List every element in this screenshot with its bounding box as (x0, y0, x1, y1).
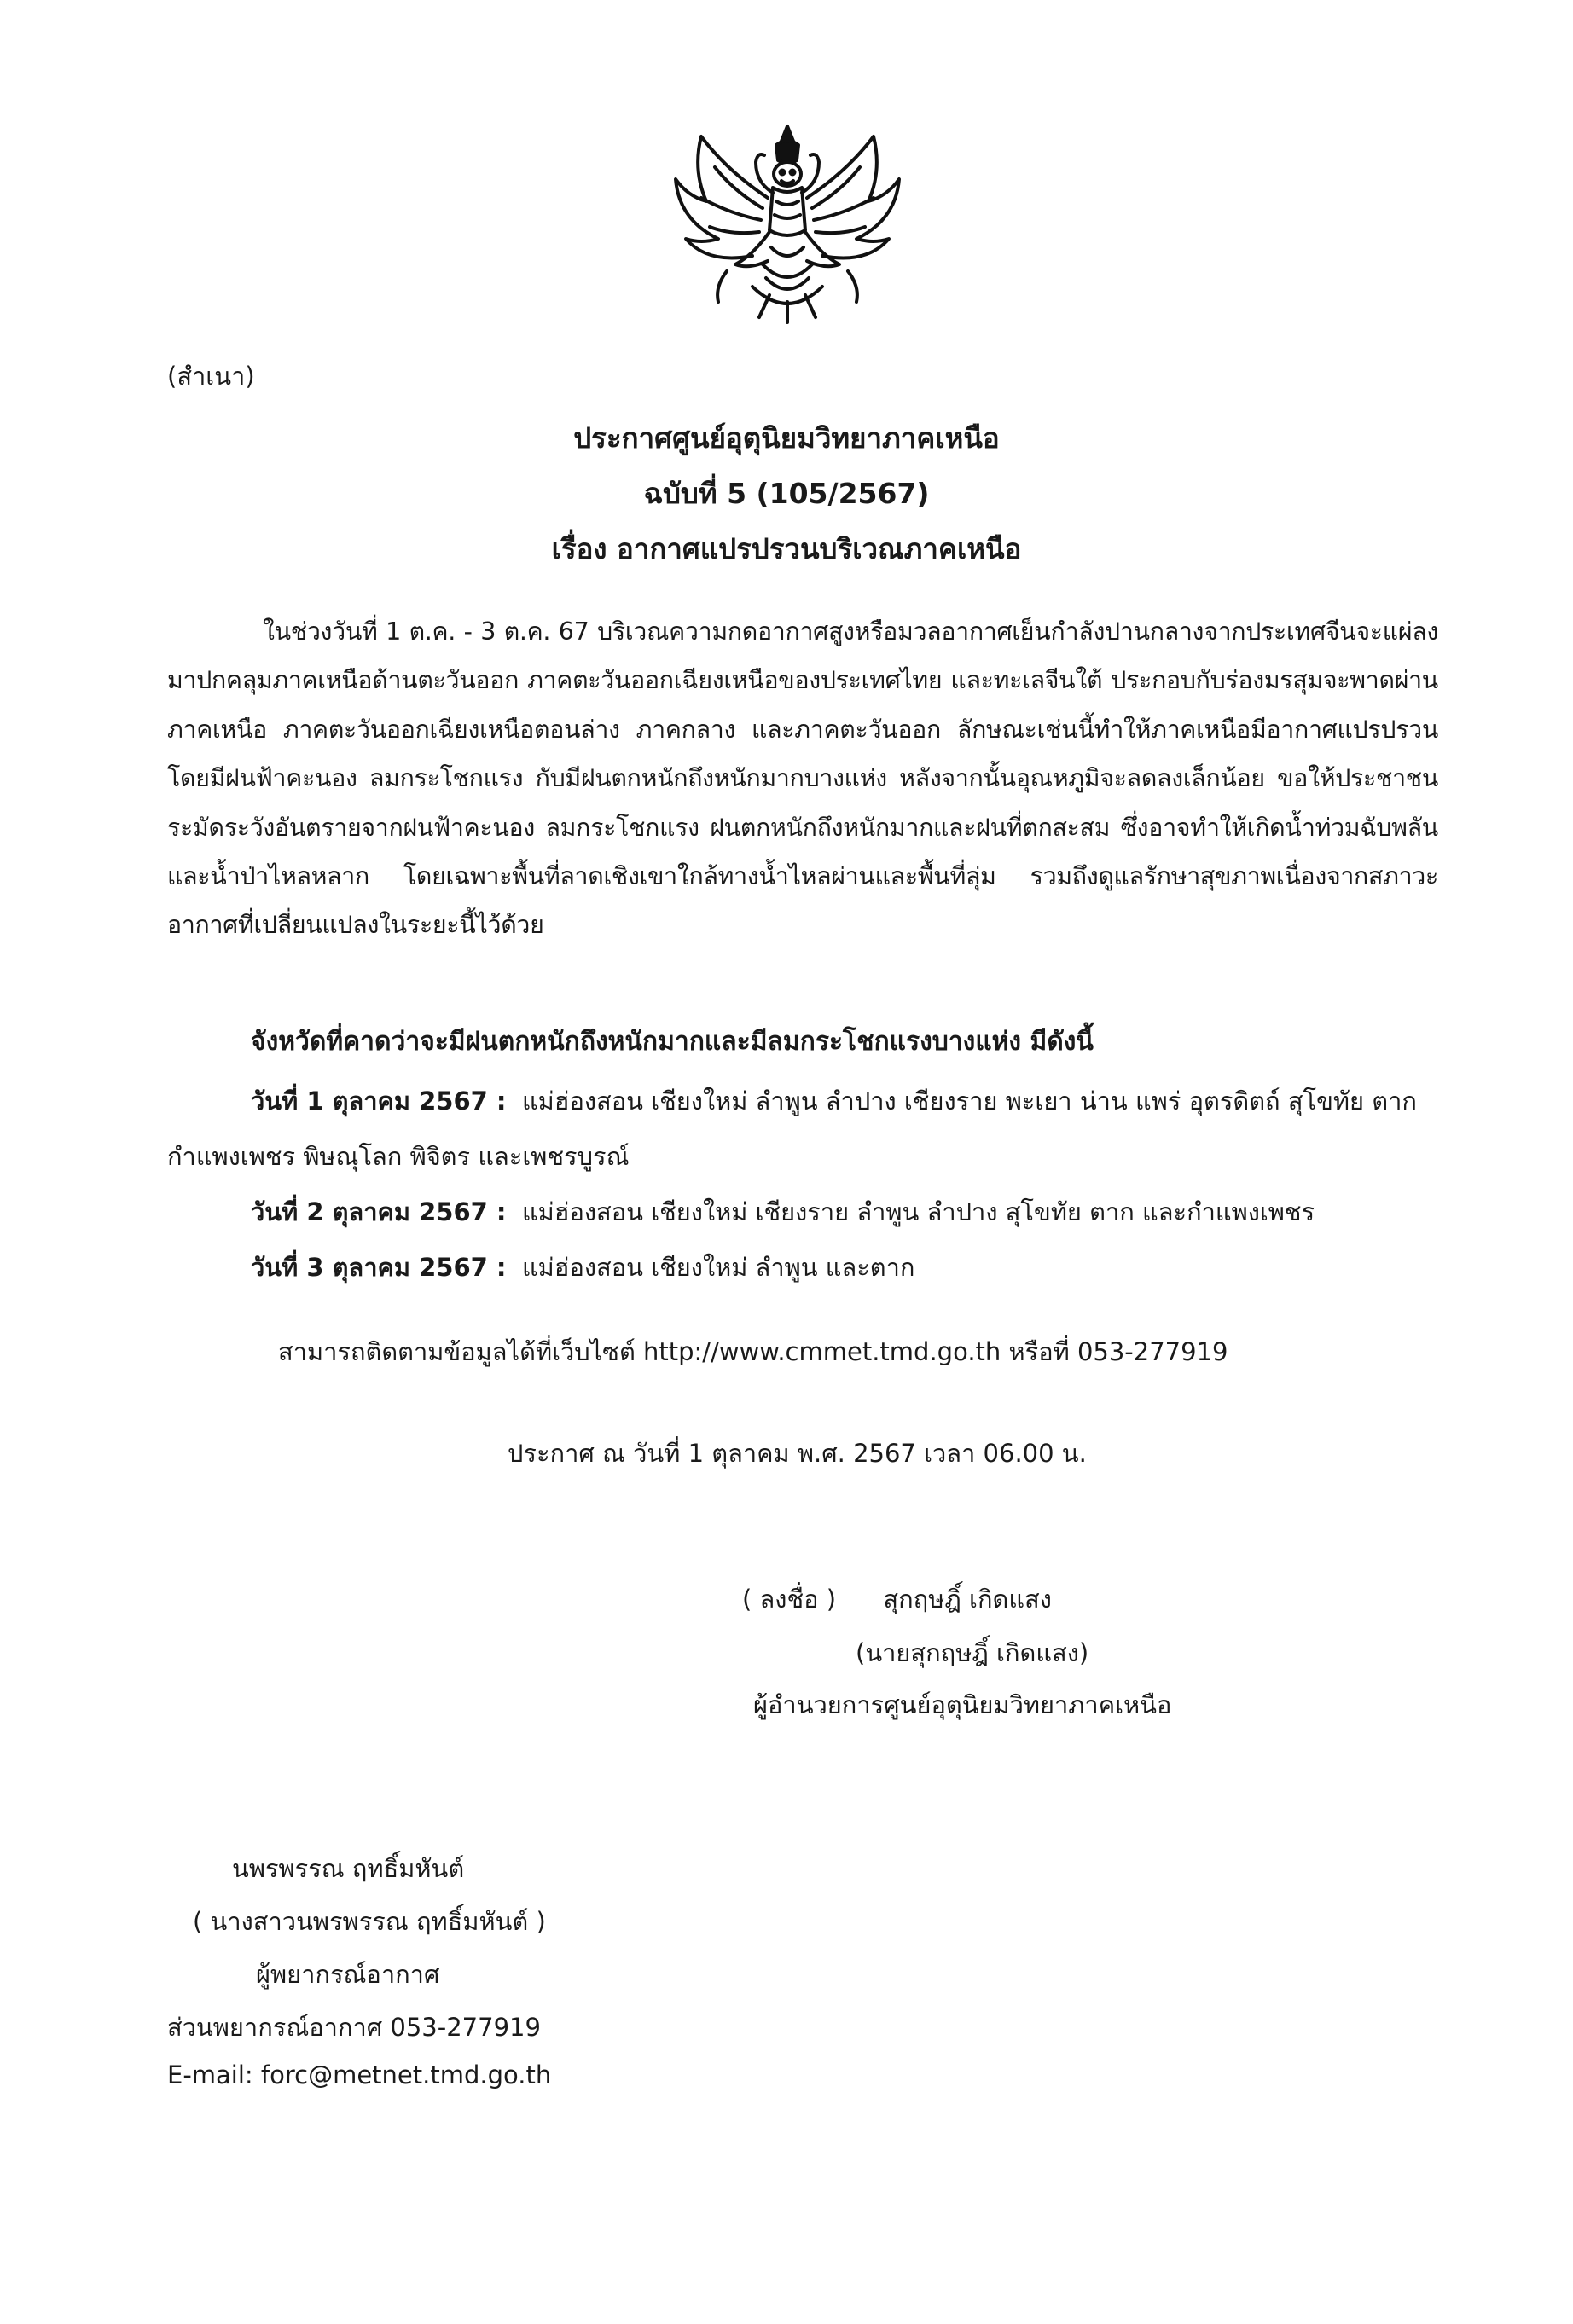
copy-label: (สำเนา) (167, 362, 255, 391)
announcement-title: ประกาศศูนย์อุตุนิยมวิทยาภาคเหนือ (573, 421, 1000, 455)
signed-prefix: ( ลงชื่อ ) (742, 1585, 837, 1614)
day-3-label: วันที่ 3 ตุลาคม 2567 : (251, 1253, 507, 1282)
forecaster-role: ผู้พยากรณ์อากาศ (256, 1960, 440, 1989)
day-1-provinces-continued: กำแพงเพชร พิษณุโลก พิจิตร และเพชรบูรณ์ (167, 1142, 630, 1171)
announcement-number: ฉบับที่ 5 (105/2567) (643, 477, 930, 510)
day-2-label: วันที่ 2 ตุลาคม 2567 : (251, 1197, 507, 1226)
announcement-subject: เรื่อง อากาศแปรปรวนบริเวณภาคเหนือ (551, 532, 1022, 565)
contact-email: E-mail: forc@metnet.tmd.go.th (167, 2060, 552, 2089)
provinces-heading: จังหวัดที่คาดว่าจะมีฝนตกหนักถึงหนักมากและมีลมกระโชกแรงบางแห่ง มีดังนี้ (251, 1027, 1094, 1057)
signature-line (742, 1579, 1052, 1619)
day-2-line (251, 1192, 1315, 1232)
day-3-line (251, 1248, 914, 1287)
day-1-provinces: แม่ฮ่องสอน เชียงใหม่ ลำพูน ลำปาง เชียงราย พะเยา น่าน แพร่ อุตรดิตถ์ สุโขทัย ตาก (521, 1087, 1417, 1116)
signatory-position: ผู้อำนวยการศูนย์อุตุนิยมวิทยาภาคเหนือ (753, 1690, 1172, 1719)
forecaster-full-name: ( นางสาวนพรพรรณ ฤทธิ์มหันต์ ) (193, 1907, 546, 1936)
forecaster-name: นพรพรรณ ฤทธิ์มหันต์ (232, 1854, 465, 1883)
day-1-label: วันที่ 1 ตุลาคม 2567 : (251, 1087, 507, 1116)
signatory-full-name: (นายสุกฤษฎิ์ เกิดแสง) (856, 1638, 1089, 1667)
day-2-provinces: แม่ฮ่องสอน เชียงใหม่ เชียงราย ลำพูน ลำปาง สุโขทัย ตาก และกำแพงเพชร (521, 1197, 1315, 1226)
department-contact: ส่วนพยากรณ์อากาศ 053-277919 (167, 2013, 541, 2042)
day-3-provinces: แม่ฮ่องสอน เชียงใหม่ ลำพูน และตาก (521, 1253, 915, 1282)
garuda-emblem-icon (667, 119, 908, 324)
signed-name: สุกฤษฎิ์ เกิดแสง (883, 1585, 1052, 1614)
day-1-line (251, 1081, 1417, 1121)
announcement-date: ประกาศ ณ วันที่ 1 ตุลาคม พ.ศ. 2567 เวลา 06.00 น. (508, 1439, 1087, 1468)
website-contact-line: สามารถติดตามข้อมูลได้ที่เว็บไซต์ http://www.cmmet.tmd.go.th หรือที่ 053-277919 (278, 1337, 1228, 1366)
body-paragraph: ในช่วงวันที่ 1 ต.ค. - 3 ต.ค. 67 บริเวณความกดอากาศสูงหรือมวลอากาศเย็นกำลังปานกลางจากประเทศจีนจะแผ่ลงมาปกคลุมภาคเหนือด้านตะวันออก ภาคตะวันออกเฉียงเหนือของประเทศไทย และทะเลจีนใต้ ประกอบกับร่องมรสุมจะพาดผ่านภาคเหนือ ภาคตะวันออกเฉียงเหนือตอนล่าง ภาคกลาง และภาคตะวันออก ลักษณะเช่นนี้ทำให้ภาคเหนือมีอากาศแปรปรวน โดยมีฝนฟ้าคะนอง ลมกระโชกแรง กับมีฝนตกหนักถึงหนักมากบางแห่ง หลังจากนั้นอุณหภูมิจะลดลงเล็กน้อย ขอให้ประชาชนระมัดระวังอันตรายจากฝนฟ้าคะนอง ลมกระโชกแรง ฝนตกหนักถึงหนักมากและฝนที่ตกสะสม ซึ่งอาจทำให้เกิดน้ำท่วมฉับพลันและน้ำป่าไหลหลาก โดยเฉพาะพื้นที่ลาดเชิงเขาใกล้ทางน้ำไหลผ่านและพื้นที่ลุ่ม รวมถึงดูแลรักษาสุขภาพเนื่องจากสภาวะอากาศที่เปลี่ยนแปลงในระยะนี้ไว้ด้วย (167, 617, 1438, 940)
